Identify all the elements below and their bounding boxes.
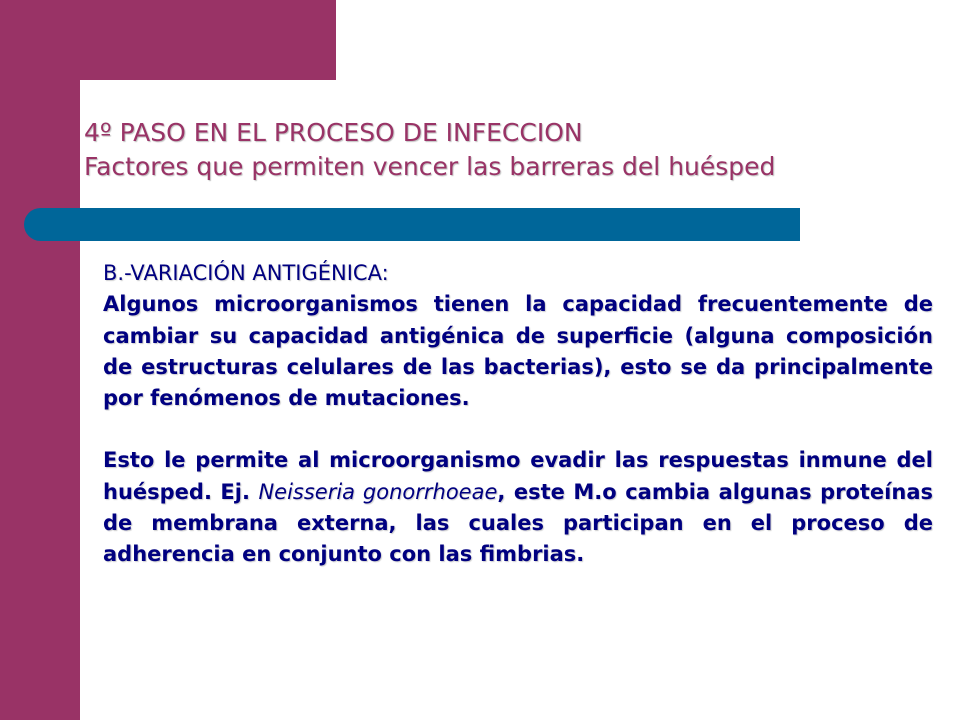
paragraph-2-rest: , este M.o cambia algunas proteínas de membrana externa, las cuales participan en el proceso de adherencia en conjunto con las fimbrias.	[103, 479, 933, 567]
slide-title	[84, 116, 960, 184]
paragraph-2	[103, 445, 933, 570]
paragraph-1: Algunos microorganismos tienen la capacidad frecuentemente de cambiar su capacidad antigénica de superficie (alguna composición de estructuras celulares de las bacterias), esto se da principalmente por fenómenos de mutaciones.	[103, 292, 933, 411]
top-accent-block	[0, 0, 336, 80]
left-accent-bar	[0, 0, 80, 720]
title-line-2: Factores que permiten vencer las barreras del huésped	[84, 152, 776, 181]
paragraph-spacer	[103, 414, 933, 445]
title-line-1: 4º PASO EN EL PROCESO DE INFECCION	[84, 118, 583, 147]
paragraph-2-intro: Esto le permite al microorganismo evadir las respuestas inmune del huésped. Ej.	[103, 448, 933, 504]
section-heading: B.-VARIACIÓN ANTIGÉNICA:	[103, 261, 389, 285]
slide-body	[103, 258, 933, 571]
species-name: Neisseria gonorrhoeae	[258, 479, 498, 504]
divider-bar	[24, 208, 800, 241]
